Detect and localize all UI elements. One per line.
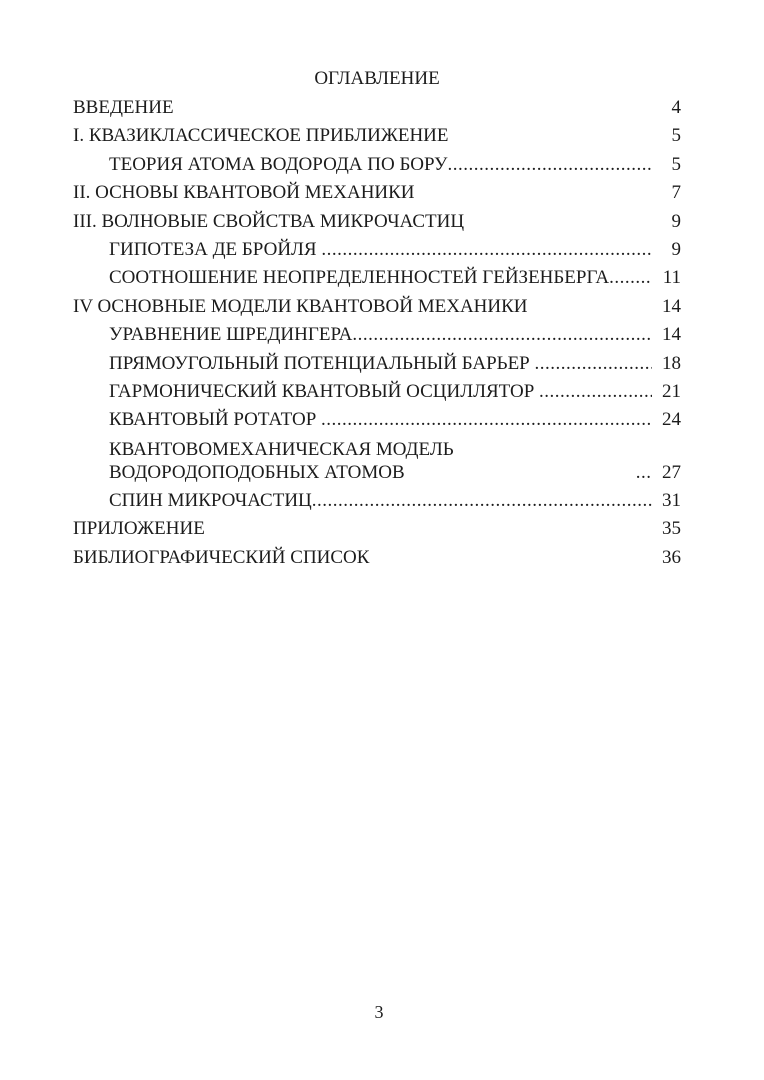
- page-number-footer: 3: [374, 1002, 384, 1022]
- dot-leader: [321, 236, 652, 264]
- toc-entry-page: 31: [662, 489, 681, 511]
- toc-entry-label: КВАНТОВЫЙ РОТАТОР: [109, 409, 322, 431]
- toc-entry: [73, 208, 681, 236]
- toc-entry-label: СООТНОШЕНИЕ НЕОПРЕДЕЛЕННОСТЕЙ ГЕЙЗЕНБЕРГА: [109, 267, 610, 289]
- toc-entry-page: 9: [671, 239, 681, 261]
- toc-entry-page: 5: [671, 125, 681, 147]
- toc-entry-label: КВАНТОВОМЕХАНИЧЕСКАЯ МОДЕЛЬ ВОДОРОДОПОДОБНЫХ АТОМОВ: [109, 438, 464, 483]
- toc-entry-page: 5: [671, 153, 681, 175]
- toc-entry: [73, 122, 681, 150]
- toc-entry-page: 36: [662, 546, 681, 568]
- toc-entry-page: 4: [671, 97, 681, 118]
- toc-entry-label: ГИПОТЕЗА ДЕ БРОЙЛЯ: [109, 239, 322, 261]
- toc-entry-page: 35: [662, 518, 681, 540]
- toc-entry: [73, 378, 681, 406]
- toc-entry: [73, 487, 681, 515]
- toc-entry-page: 7: [671, 182, 681, 204]
- dot-leader: [312, 487, 652, 515]
- toc-entry-label: II. ОСНОВЫ КВАНТОВОЙ МЕХАНИКИ: [73, 182, 415, 204]
- dot-leader: [636, 461, 652, 484]
- toc-entry: [73, 321, 681, 349]
- toc-entry-label: ГАРМОНИЧЕСКИЙ КВАНТОВЫЙ ОСЦИЛЛЯТОР: [109, 381, 540, 403]
- toc-entry: [73, 438, 681, 484]
- toc-entry-label: УРАВНЕНИЕ ШРЕДИНГЕРА: [109, 324, 353, 346]
- toc-entry-page: 14: [662, 295, 681, 317]
- dot-leader: [448, 151, 652, 179]
- toc-entry-page: 27: [662, 461, 681, 483]
- toc-entry-label: СПИН МИКРОЧАСТИЦ: [109, 489, 312, 511]
- toc-entry-label: III. ВОЛНОВЫЕ СВОЙСТВА МИКРОЧАСТИЦ: [73, 210, 465, 232]
- toc-entry-label: ПРИЛОЖЕНИЕ: [73, 518, 205, 540]
- toc-entry-label: ВВЕДЕНИЕ: [73, 97, 174, 118]
- dot-leader: [609, 264, 652, 292]
- toc-entry: [73, 515, 681, 543]
- toc-entry-page: 18: [662, 352, 681, 374]
- toc-entry: [73, 236, 681, 264]
- toc-entry: [73, 406, 681, 434]
- toc-entry: [73, 179, 681, 207]
- toc-entry-page: 9: [671, 210, 681, 232]
- toc-entry: [73, 350, 681, 378]
- toc-title: ОГЛАВЛЕНИЕ: [314, 68, 440, 89]
- toc-entry-label: БИБЛИОГРАФИЧЕСКИЙ СПИСОК: [73, 546, 370, 568]
- toc-entry: [73, 544, 681, 572]
- toc-entry-label: IV ОСНОВНЫЕ МОДЕЛИ КВАНТОВОЙ МЕХАНИКИ: [73, 295, 528, 317]
- dot-leader: [321, 406, 652, 434]
- dot-leader: [352, 321, 652, 349]
- toc-entry: [73, 293, 681, 321]
- toc-entry-page: 14: [662, 324, 681, 346]
- dot-leader: [539, 378, 652, 406]
- toc-entry: [73, 94, 681, 122]
- toc-entry-label: ПРЯМОУГОЛЬНЫЙ ПОТЕНЦИАЛЬНЫЙ БАРЬЕР: [109, 352, 535, 374]
- toc-entry-page: 21: [662, 381, 681, 403]
- toc-entry: [73, 264, 681, 292]
- table-of-contents: [73, 64, 681, 572]
- dot-leader: [535, 350, 653, 378]
- toc-entry: [73, 151, 681, 179]
- toc-entry-label: I. КВАЗИКЛАССИЧЕСКОЕ ПРИБЛИЖЕНИЕ: [73, 125, 449, 147]
- toc-entry-page: 11: [662, 267, 681, 289]
- toc-entry-label: ТЕОРИЯ АТОМА ВОДОРОДА ПО БОРУ: [109, 153, 448, 175]
- toc-entry-page: 24: [662, 409, 681, 431]
